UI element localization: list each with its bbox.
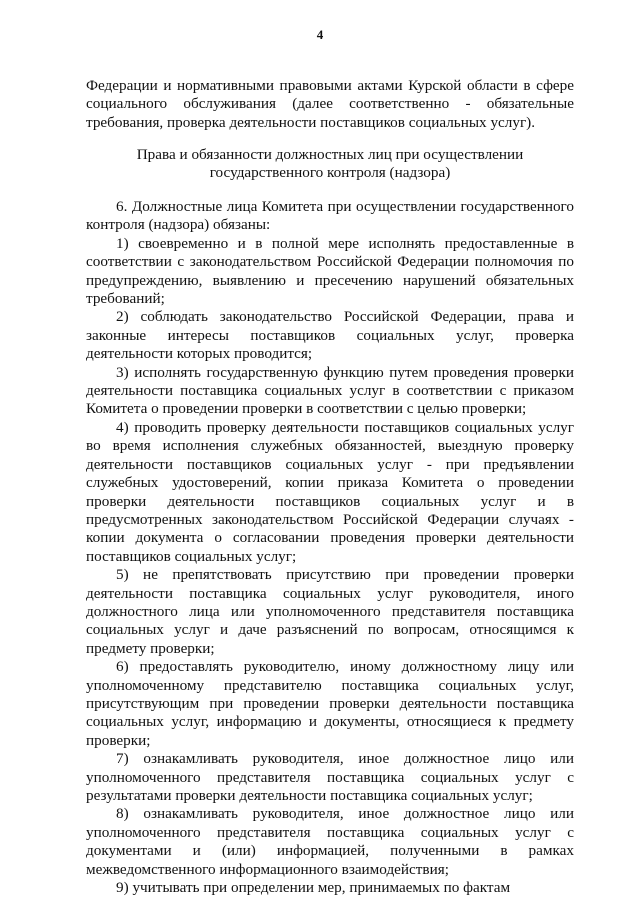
text-line: уполномоченного представителя поставщика социальных услуг с xyxy=(86,768,574,786)
text-line: уполномоченного представителя поставщика социальных услуг с xyxy=(86,823,574,841)
heading-line: государственного контроля (надзора) xyxy=(209,164,451,182)
heading-line: Права и обязанности должностных лиц при осуществлении xyxy=(136,146,524,163)
text-line: должностного лица или уполномоченного представителя поставщика xyxy=(86,602,574,620)
text-line: соответствии с законодательством Российской Федерации полномочия по xyxy=(86,253,574,271)
paragraph xyxy=(86,879,574,897)
text-line: Федерации и нормативными правовыми актами Курской области в сфере xyxy=(86,77,574,94)
paragraph xyxy=(86,658,574,750)
text-line: деятельности поставщика социальных услуг руководителя, иного xyxy=(86,584,574,602)
text-line: предмету проверки; xyxy=(86,639,215,657)
text-line: 4) проводить проверку деятельности поставщиков социальных услуг xyxy=(116,418,574,436)
text-line: деятельности которых проводится; xyxy=(86,345,313,363)
text-line: во время исполнения служебных обязанностей, выездную проверку xyxy=(86,437,574,455)
text-line: межведомственного информационного взаимодействия; xyxy=(86,860,449,878)
text-line: копии документа о согласовании проведения проверки деятельности xyxy=(86,529,574,547)
text-line: 7) ознакамливать руководителя, иное должностное лицо или xyxy=(116,750,574,768)
text-line: служебных удостоверений, копии приказа Комитета о проведении xyxy=(86,474,574,492)
text-line: контроля (надзора) обязаны: xyxy=(86,216,271,234)
paragraph xyxy=(86,198,574,235)
text-line: деятельности поставщиков социальных услуг - при предъявлении xyxy=(86,455,574,473)
text-line: предусмотренных законодательством Российской Федерации случаях - xyxy=(86,510,574,528)
text-line: 1) своевременно и в полной мере исполнять предоставленные в xyxy=(116,234,574,252)
paragraph xyxy=(86,805,574,879)
text-line: 5) не препятствовать присутствию при проведении проверки xyxy=(116,566,574,584)
text-line: 6. Должностные лица Комитета при осуществлении государственного xyxy=(116,198,574,215)
text-line: социального обслуживания (далее соответственно - обязательные xyxy=(86,95,574,113)
text-line: законные интересы поставщиков социальных услуг, проверка xyxy=(86,326,574,344)
paragraph xyxy=(86,364,574,419)
section-heading xyxy=(86,146,574,183)
text-line: требования, проверка деятельности поставщиков социальных услуг). xyxy=(86,113,536,131)
text-line: поставщиков социальных услуг; xyxy=(86,547,297,565)
text-line: 3) исполнять государственную функцию путем проведения проверки xyxy=(116,363,574,381)
page-number: 4 xyxy=(316,27,324,42)
paragraph xyxy=(86,566,574,658)
text-line: результатами проверки деятельности поставщика социальных услуг; xyxy=(86,787,533,804)
text-line: присутствующим при проведении проверки деятельности поставщика xyxy=(86,694,574,712)
paragraph xyxy=(86,750,574,805)
body-text xyxy=(86,198,574,897)
text-line: 8) ознакамливать руководителя, иное должностное лицо или xyxy=(116,805,574,823)
text-line: требований; xyxy=(86,290,165,308)
text-line: документами и (или) информацией, полученными в рамках xyxy=(86,842,574,860)
paragraph xyxy=(86,308,574,363)
text-line: проверки деятельности поставщиков социальных услуг и в xyxy=(86,492,574,510)
text-line: социальных услуг и даче разъяснений по вопросам, относящимся к xyxy=(86,621,574,639)
text-line: 6) предоставлять руководителю, иному должностному лицу или xyxy=(116,658,574,676)
text-line: Комитета о проведении проверки в соответствии с целью проверки; xyxy=(86,400,527,418)
paragraph xyxy=(86,419,574,566)
text-line: предупреждению, выявлению и пресечению нарушений обязательных xyxy=(86,271,574,289)
text-line: 9) учитывать при определении мер, принимаемых по фактам xyxy=(116,879,511,897)
intro-paragraph xyxy=(86,77,574,132)
text-line: социальных услуг, информацию и документы, относящиеся к предмету xyxy=(86,713,574,731)
text-line: деятельности поставщика социальных услуг в соответствии с приказом xyxy=(86,382,574,400)
text-line: уполномоченному представителю поставщика социальных услуг, xyxy=(86,676,574,694)
text-line: проверки; xyxy=(86,731,151,749)
paragraph xyxy=(86,235,574,309)
text-line: 2) соблюдать законодательство Российской Федерации, права и xyxy=(116,308,574,326)
